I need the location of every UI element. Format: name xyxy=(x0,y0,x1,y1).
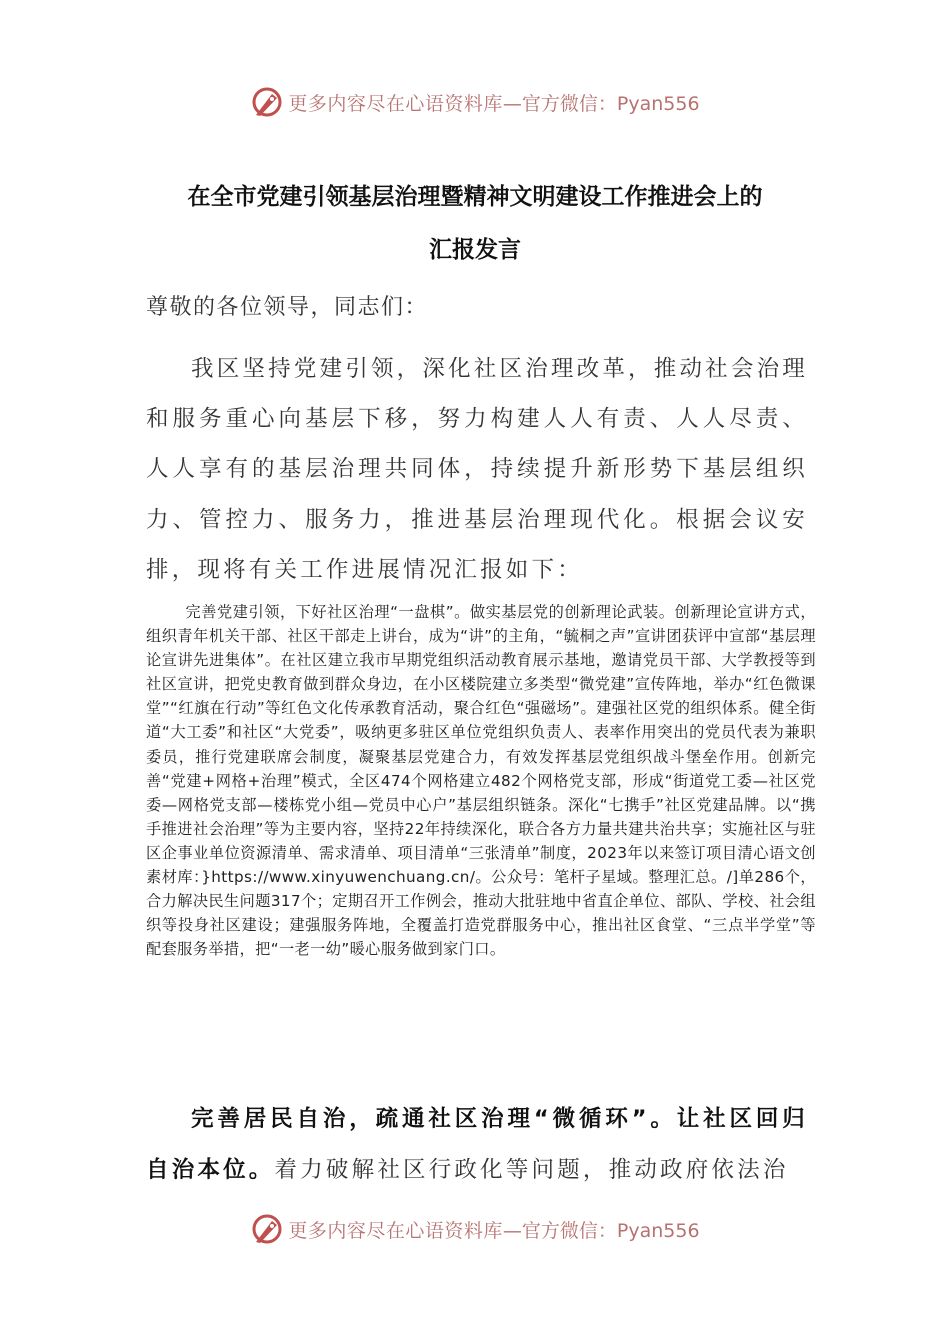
section1-paragraph: 完善党建引领，下好社区治理“一盘棋”。做实基层党的创新理论武装。创新理论宣讲方式，组织青年机关干部、社区干部走上讲台，成为“讲”的主角，“毓桐之声”宣讲团获评中宣部“基层理论宣讲先进集体”。在社区建立我市早期党组织活动教育展示基地，邀请党员干部、大学教授等到社区宣讲，把党史教育做到群众身边，在小区楼院建立多类型“微党建”宣传阵地，举办“红色微课堂”“红旗在行动”等红色文化传承教育活动，聚合红色“强磁场”。建强社区党的组织体系。健全街道“大工委”和社区“大党委”，吸纳更多驻区单位党组织负责人、表率作用突出的党员代表为兼职委员，推行党建联席会制度，凝聚基层党建合力，有效发挥基层党组织战斗堡垒作用。创新完善“党建+网格+治理”模式，全区474个网格建立482个网格党支部，形成“街道党工委—社区党委—网格党支部—楼栋党小组—党员中心户”基层组织链条。深化“七携手”社区党建品牌。以“携手推进社会治理”等为主要内容，坚持22年持续深化，联合各方力量共建共治共享；实施社区与驻区企事业单位资源清单、需求清单、项目清单“三张清单”制度，2023年以来签订项目清心语文创素材库：}https://www.xinyuwenchuang.cn/。公众号：笔杆子星域。整理汇总。/]单286个，合力解决民生问题317个；定期召开工作例会，推动大批驻地中省直企单位、部队、学校、社会组织等投身社区建设；建强服务阵地，全覆盖打造党群服务中心，推出社区食堂、“三点半学堂”等配套服务举措，把“一老一幼”暖心服务做到家门口。 xyxy=(146,603,816,959)
pen-nib-circle-icon xyxy=(250,1212,284,1246)
section2-paragraph xyxy=(146,1094,808,1196)
document-title-line2: 汇报发言 xyxy=(429,237,521,263)
section2-text: 着力破解社区行政化等问题，推动政府依法治 xyxy=(274,1157,789,1183)
document-title-line1: 在全市党建引领基层治理暨精神文明建设工作推进会上的 xyxy=(187,184,763,210)
watermark-footer xyxy=(0,1209,950,1249)
salutation: 尊敬的各位领导，同志们： xyxy=(146,295,429,320)
section2-heading: 完善居民自治，疏通社区治理“微循环”。让社区回归自治本位。 xyxy=(146,1106,808,1183)
pen-nib-circle-icon xyxy=(250,85,284,119)
watermark-lead-text: 更多内容尽在心语资料库 xyxy=(288,1219,503,1242)
watermark-wechat-text: —官方微信：Pyan556 xyxy=(502,1219,700,1242)
watermark-header xyxy=(0,82,950,122)
watermark-lead-text: 更多内容尽在心语资料库 xyxy=(288,92,503,115)
watermark-wechat-text: —官方微信：Pyan556 xyxy=(502,92,700,115)
intro-paragraph: 我区坚持党建引领，深化社区治理改革，推动社会治理和服务重心向基层下移，努力构建人人有责、人人尽责、人人享有的基层治理共同体，持续提升新形势下基层组织力、管控力、服务力，推进基层治理现代化。根据会议安排，现将有关工作进展情况汇报如下： xyxy=(146,356,808,583)
